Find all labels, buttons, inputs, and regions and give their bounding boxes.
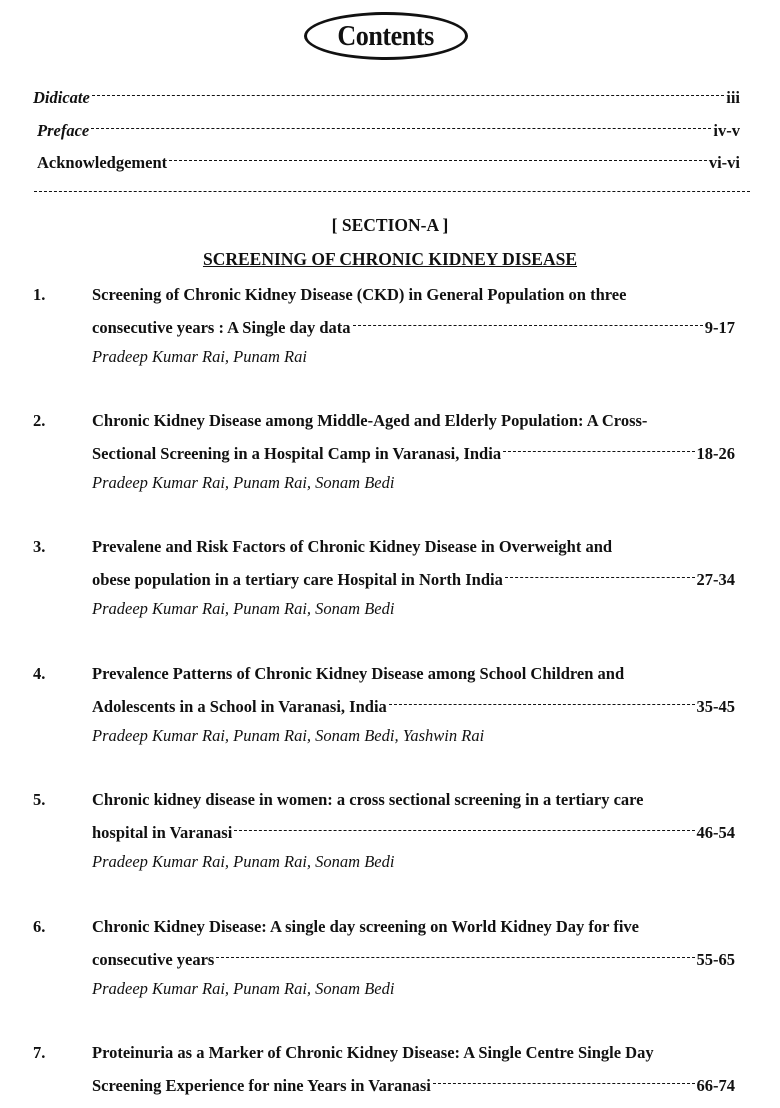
contents-title-oval xyxy=(304,12,468,60)
entry-pages: 18-26 xyxy=(696,443,735,463)
entry-title-line2-text: consecutive years xyxy=(92,949,215,969)
entry-title-line2 xyxy=(92,948,735,970)
entry-number: 6. xyxy=(33,917,46,936)
dot-leader xyxy=(91,119,711,136)
entry-title-line1: Chronic Kidney Disease: A single day screening on World Kidney Day for five xyxy=(92,917,639,936)
entry-title-line2 xyxy=(92,695,735,717)
dot-leader xyxy=(92,86,724,103)
toc-pages: iv-v xyxy=(713,120,740,140)
dot-leader xyxy=(433,1074,695,1091)
dot-leader xyxy=(353,316,703,333)
entry-title-line2-text: Sectional Screening in a Hospital Camp in Varanasi, India xyxy=(92,443,502,463)
entry-title-line1: Proteinuria as a Marker of Chronic Kidney Disease: A Single Centre Single Day xyxy=(92,1043,654,1062)
entry-pages: 66-74 xyxy=(696,1075,735,1095)
dot-leader xyxy=(169,151,707,168)
entry-title-line2 xyxy=(92,1074,735,1096)
toc-label: Didicate xyxy=(33,87,90,107)
entry-pages: 46-54 xyxy=(696,822,735,842)
dot-leader xyxy=(389,695,695,712)
entry-title-line2-text: Adolescents in a School in Varanasi, India xyxy=(92,696,387,716)
entry-title-line2-text: obese population in a tertiary care Hospital in North India xyxy=(92,569,503,589)
toc-label: Acknowledgement xyxy=(37,152,168,172)
entry-title-line2 xyxy=(92,442,735,464)
entry-authors: Pradeep Kumar Rai, Punam Rai, Sonam Bedi xyxy=(92,473,395,492)
entry-title-line1: Chronic Kidney Disease among Middle-Aged and Elderly Population: A Cross- xyxy=(92,411,648,430)
toc-row-dedicate xyxy=(33,86,740,108)
entry-pages: 27-34 xyxy=(696,569,735,589)
toc-label: Preface xyxy=(37,120,90,140)
entry-pages: 35-45 xyxy=(696,696,735,716)
toc-pages: vi-vi xyxy=(708,152,740,172)
entry-title-line2-text: hospital in Varanasi xyxy=(92,822,233,842)
entry-authors: Pradeep Kumar Rai, Punam Rai, Sonam Bedi xyxy=(92,979,395,998)
entry-title-line1: Prevalence Patterns of Chronic Kidney Disease among School Children and xyxy=(92,664,625,683)
entry-number: 4. xyxy=(33,664,46,683)
dot-leader xyxy=(505,568,695,585)
section-heading: SCREENING OF CHRONIC KIDNEY DISEASE xyxy=(202,249,578,269)
entry-number: 3. xyxy=(33,537,46,556)
entry-pages: 9-17 xyxy=(704,317,735,337)
entry-title-line1: Chronic kidney disease in women: a cross sectional screening in a tertiary care xyxy=(92,790,644,809)
toc-row-preface xyxy=(37,119,740,141)
entry-number: 7. xyxy=(33,1043,46,1062)
entry-number: 2. xyxy=(33,411,46,430)
entry-title-line2 xyxy=(92,821,735,843)
section-label: [ SECTION-A ] xyxy=(331,215,449,235)
entry-title-line2-text: Screening Experience for nine Years in Varanasi xyxy=(92,1075,431,1095)
dot-leader xyxy=(503,442,694,459)
toc-pages: iii xyxy=(726,87,740,107)
entry-authors: Pradeep Kumar Rai, Punam Rai, Sonam Bedi xyxy=(92,852,395,871)
entry-pages: 55-65 xyxy=(696,949,735,969)
dot-leader xyxy=(216,948,694,965)
page-title: Contents xyxy=(337,19,435,52)
dot-leader xyxy=(234,821,694,838)
entry-number: 5. xyxy=(33,790,46,809)
entry-number: 1. xyxy=(33,285,46,304)
entry-authors: Pradeep Kumar Rai, Punam Rai, Sonam Bedi, Yashwin Rai xyxy=(92,726,485,745)
entry-title-line2 xyxy=(92,568,735,590)
entry-title-line2 xyxy=(92,316,735,338)
entry-title-line2-text: consecutive years : A Single day data xyxy=(92,317,351,337)
entry-title-line1: Screening of Chronic Kidney Disease (CKD) in General Population on three xyxy=(92,285,627,304)
toc-row-acknowledgement xyxy=(37,151,740,173)
entry-title-line1: Prevalene and Risk Factors of Chronic Kidney Disease in Overweight and xyxy=(92,537,613,556)
dashed-divider xyxy=(34,191,750,192)
entry-authors: Pradeep Kumar Rai, Punam Rai xyxy=(92,347,307,366)
entry-authors: Pradeep Kumar Rai, Punam Rai, Sonam Bedi xyxy=(92,599,395,618)
